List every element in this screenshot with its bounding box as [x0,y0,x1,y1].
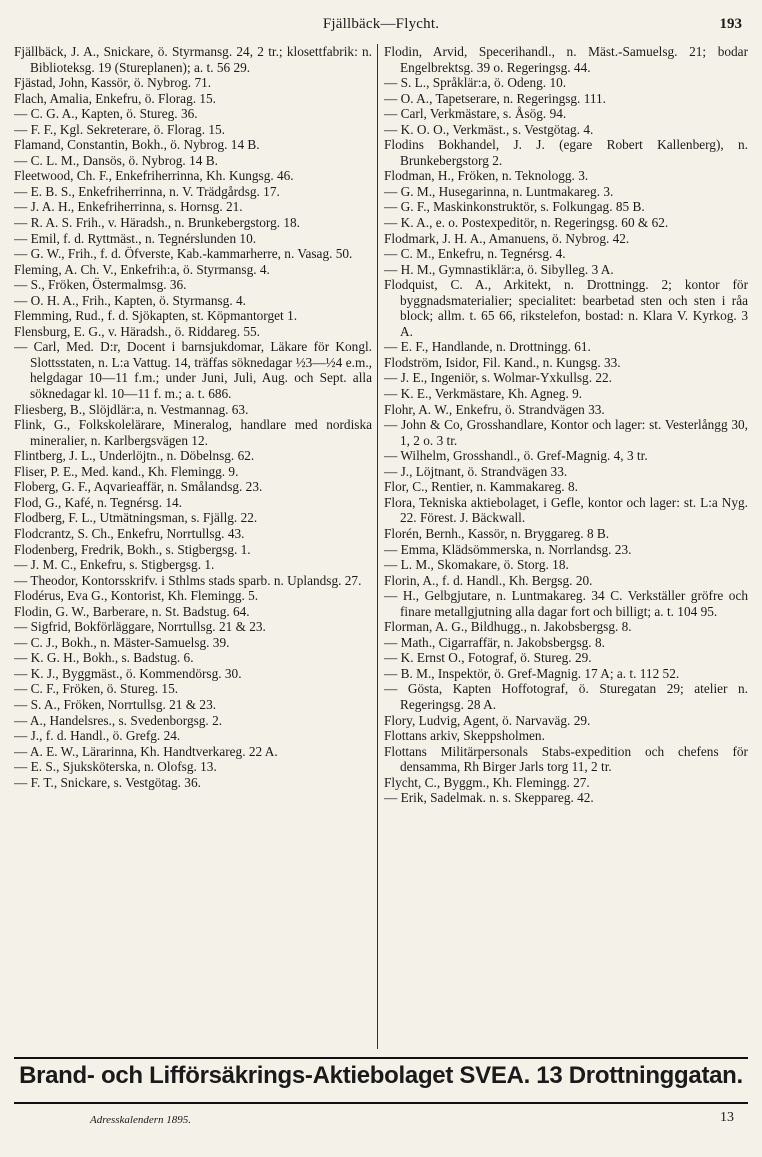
directory-entry: — K. E., Verkmästare, Kh. Agneg. 9. [384,386,583,402]
directory-entry: — O. H. A., Frih., Kapten, ö. Styrmansg. 4. [14,292,246,308]
directory-entry: Fliesberg, B., Slöjdlär:a, n. Vestmannag. 63. [14,401,249,417]
directory-entry: — Emma, Klädsömmerska, n. Norrlandsg. 23. [384,541,632,557]
directory-entry: Florman, A. G., Bildhugg., n. Jakobsbergsg. 8. [384,619,632,635]
directory-entry: Flodins Bokhandel, J. J. (egare Robert Kallenberg), n. Brunkebergstorg 2. [384,137,748,168]
footer-source: Adresskalendern 1895. [90,1114,192,1126]
directory-entry: — G. M., Husegarinna, n. Luntmakareg. 3. [384,183,614,199]
directory-entry: Flensburg, E. G., v. Häradsh., ö. Riddareg. 55. [14,323,260,339]
directory-entry: — Gösta, Kapten Hoffotograf, ö. Sturegatan 29; atelier n. Regeringsg. 28 A. [384,681,748,712]
directory-entry: — E. B. S., Enkefriherrinna, n. V. Trädgårdsg. 17. [14,183,280,199]
directory-entry: Flora, Tekniska aktiebolaget, i Gefle, kontor och lager: st. L:a Nyg. 22. Förest. J. Bäckwall. [384,494,748,526]
directory-entry: — J. A. H., Enkefriherrinna, s. Hornsg. 21. [14,199,243,215]
directory-entry: — Erik, Sadelmak. n. s. Skeppareg. 42. [384,790,594,806]
directory-entry: Flink, G., Folkskolelärare, Mineralog, handlare med nordiska mineralier, n. Karlbergsvägen 12. [14,417,372,448]
directory-entry: — E. F., Handlande, n. Drottningg. 61. [384,339,591,355]
column-divider [377,44,378,1049]
directory-entry: Flohr, A. W., Enkefru, ö. Strandvägen 33. [384,401,605,417]
directory-entry: — A., Handelsres., s. Svedenborgsg. 2. [14,712,223,728]
directory-entry: Flemming, Rud., f. d. Sjökapten, st. Köpmantorget 1. [14,308,298,324]
directory-entry: Flodberg, F. L., Utmätningsman, s. Fjällg. 22. [14,510,258,526]
directory-entry: — Sigfrid, Bokförläggare, Norrtullsg. 21 & 23. [14,619,266,635]
directory-entry: — C. F., Fröken, ö. Stureg. 15. [14,681,179,697]
directory-entry: — C. J., Bokh., n. Mäster-Samuelsg. 39. [14,634,230,650]
page-header [0,16,762,40]
advert-rule-bottom [14,1102,748,1104]
directory-entry: Fleetwood, Ch. F., Enkefriherrinna, Kh. Kungsg. 46. [14,168,294,184]
directory-entry: — J., f. d. Handl., ö. Grefg. 24. [14,728,181,744]
directory-entry: Flottans Militärpersonals Stabs-expedition och chefens för densamma, Rh Birger Jarls torg 11, 2 tr. [384,743,748,775]
right-column [384,44,748,1049]
directory-entry: Flodman, H., Fröken, n. Teknologg. 3. [384,168,589,184]
directory-entry: Flodin, Arvid, Specerihandl., n. Mäst.-Samuelsg. 21; bodar Engelbrektsg. 39 o. Regeringsg. 44. [384,44,748,75]
directory-entry: — Carl, Med. D:r, Docent i barnsjukdomar, Läkare för Kongl. Slottsstaten, n. L:a Vattug. 14, träffas söknedagar ½3—½4 e.m., helgdagar 10—11 f.m.; under Juni, Juli, Aug. och Sept. alla söknedagar kl. 10—11 f. m.; a. t. 686. [14,339,372,402]
insurance-advert: Brand- och Lifförsäkrings-Aktiebolaget SVEA. 13 Drottninggatan. [19,1062,743,1089]
directory-entry: — C. L. M., Dansös, ö. Nybrog. 14 B. [14,152,218,168]
directory-entry: Floberg, G. F., Aqvarieaffär, n. Smålandsg. 23. [14,479,263,495]
directory-entry: — C. G. A., Kapten, ö. Stureg. 36. [14,106,198,122]
directory-entry: Fliser, P. E., Med. kand., Kh. Flemingg. 9. [14,463,239,479]
directory-entry: Flach, Amalia, Enkefru, ö. Florag. 15. [14,90,216,106]
advert-rule-top [14,1057,748,1059]
directory-entry: — O. A., Tapetserare, n. Regeringsg. 111. [384,90,606,106]
directory-entry: Fjästad, John, Kassör, ö. Nybrog. 71. [14,75,212,91]
directory-entry: Flod, G., Kafé, n. Tegnérsg. 14. [14,494,182,510]
directory-entry: — H., Gelbgjutare, n. Luntmakareg. 34 C. Verkställer gröfre och finare metallgjutning alla dagar fort och billigt; a. t. 104 95. [384,588,748,619]
left-column [14,44,372,1049]
directory-entry: Flor, C., Rentier, n. Kammakareg. 8. [384,479,578,495]
directory-entry: Flintberg, J. L., Underlöjtn., n. Döbelnsg. 62. [14,448,255,464]
directory-entry: — A. E. W., Lärarinna, Kh. Handtverkareg. 22 A. [14,743,278,759]
directory-columns [14,44,748,1049]
directory-entry: Flycht, C., Byggm., Kh. Flemingg. 27. [384,774,590,790]
directory-entry: — J., Löjtnant, ö. Strandvägen 33. [384,463,568,479]
directory-entry: — E. S., Sjuksköterska, n. Olofsg. 13. [14,759,217,775]
directory-entry: — John & Co, Grosshandlare, Kontor och lager: st. Vesterlångg 30, 1, 2 o. 3 tr. [384,417,748,448]
directory-entry: — G. W., Frih., f. d. Öfverste, Kab.-kammarherre, n. Vasag. 50. [14,246,353,262]
directory-entry: — L. M., Skomakare, ö. Storg. 18. [384,557,569,573]
directory-entry: — K. Ernst O., Fotograf, ö. Stureg. 29. [384,650,592,666]
directory-entry: — S., Fröken, Östermalmsg. 36. [14,277,187,293]
directory-entry: Flodquist, C. A., Arkitekt, n. Drottningg. 2; kontor för byggnadsmaterialier; specialitet: bearbetad sten och sten i råa block; allm. t. 65 66, rikstelefon, bostad: n. Klara V. Kyrkog. 3 A. [384,277,748,339]
directory-entry: — B. M., Inspektör, ö. Gref-Magnig. 17 A; a. t. 112 52. [384,665,680,681]
directory-entry: — K. G. H., Bokh., s. Badstug. 6. [14,650,194,666]
directory-entry: — F. F., Kgl. Sekreterare, ö. Florag. 15. [14,121,225,137]
directory-entry: — H. M., Gymnastiklär:a, ö. Sibylleg. 3 A. [384,261,614,277]
directory-entry: Flodenberg, Fredrik, Bokh., s. Stigbergsg. 1. [14,541,251,557]
directory-entry: — F. T., Snickare, s. Vestgötag. 36. [14,774,201,790]
directory-entry: Flodmark, J. H. A., Amanuens, ö. Nybrog. 42. [384,230,630,246]
directory-entry: Flodérus, Eva G., Kontorist, Kh. Flemingg. 5. [14,588,259,604]
directory-entry: Flory, Ludvig, Agent, ö. Narvaväg. 29. [384,712,591,728]
directory-entry: — K. J., Byggmäst., ö. Kommendörsg. 30. [14,665,242,681]
directory-entry: Flodin, G. W., Barberare, n. St. Badstug. 64. [14,603,250,619]
directory-entry: Fjällbäck, J. A., Snickare, ö. Styrmansg. 24, 2 tr.; klosettfabrik: n. Biblioteksg. 19 (Stureplanen); a. t. 56 29. [14,44,372,75]
directory-entry: — Carl, Verkmästare, s. Åsög. 94. [384,106,567,122]
directory-entry: — K. O. O., Verkmäst., s. Vestgötag. 4. [384,121,594,137]
directory-entry: — C. M., Enkefru, n. Tegnérsg. 4. [384,246,566,262]
directory-entry: Fleming, A. Ch. V., Enkefrih:a, ö. Styrmansg. 4. [14,261,270,277]
directory-entry: — Theodor, Kontorsskrifv. i Sthlms stads sparb. n. Uplandsg. 27. [14,572,362,588]
directory-entry: — Math., Cigarraffär, n. Jakobsbergsg. 8. [384,634,605,650]
running-title: Fjällbäck—Flycht. [322,16,440,32]
directory-entry: — S. A., Fröken, Norrtullsg. 21 & 23. [14,696,217,712]
directory-entry: Flodcrantz, S. Ch., Enkefru, Norrtullsg. 43. [14,525,245,541]
directory-entry: — K. A., e. o. Postexpeditör, n. Regeringsg. 60 & 62. [384,215,669,231]
directory-entry: Florén, Bernh., Kassör, n. Bryggareg. 8 B. [384,525,610,541]
directory-entry: — S. L., Språklär:a, ö. Odeng. 10. [384,75,567,91]
directory-entry: — J. E., Ingeniör, s. Wolmar-Yxkullsg. 22. [384,370,612,386]
directory-entry: — Wilhelm, Grosshandl., ö. Gref-Magnig. 4, 3 tr. [384,448,648,464]
page-number: 193 [719,16,742,32]
directory-entry: Flodström, Isidor, Fil. Kand., n. Kungsg. 33. [384,354,621,370]
directory-entry: — R. A. S. Frih., v. Häradsh., n. Brunkebergstorg. 18. [14,215,300,231]
directory-entry: Florin, A., f. d. Handl., Kh. Bergsg. 20. [384,572,593,588]
directory-entry: — J. M. C., Enkefru, s. Stigbergsg. 1. [14,557,215,573]
directory-entry: Flottans arkiv, Skeppsholmen. [384,728,545,744]
directory-entry: — G. F., Maskinkonstruktör, s. Folkungag. 85 B. [384,199,645,215]
directory-entry: Flamand, Constantin, Bokh., ö. Nybrog. 14 B. [14,137,260,153]
sheet-number: 13 [720,1110,734,1125]
directory-entry: — Emil, f. d. Ryttmäst., n. Tegnérslunden 10. [14,230,257,246]
